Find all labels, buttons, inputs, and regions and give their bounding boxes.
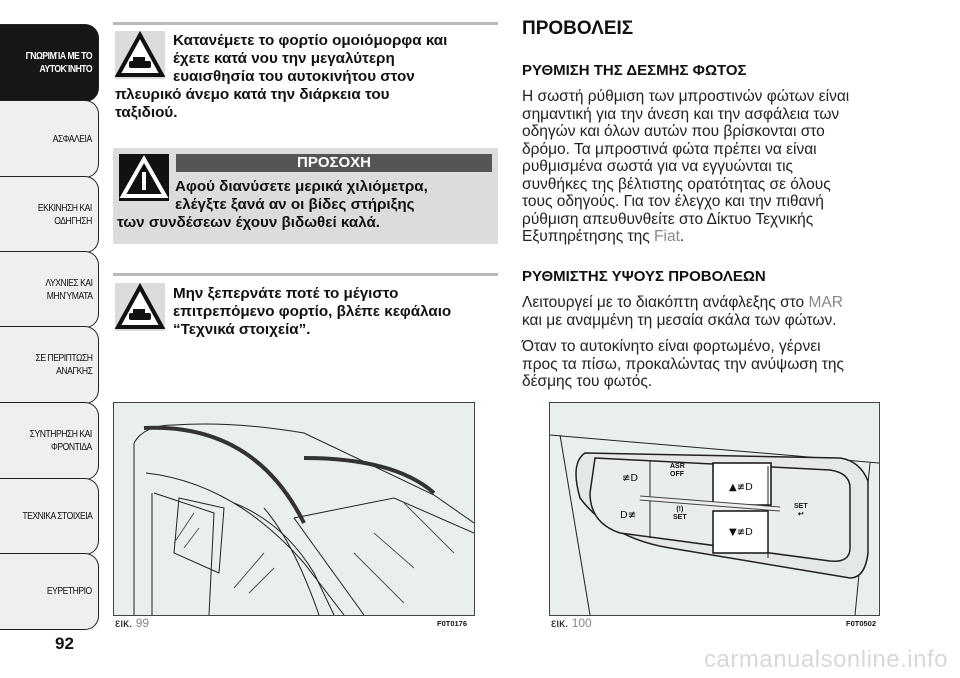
tab-label: ΕΚΚΙΝΗΣΗ ΚΑΙ ΟΔΗΓΗΣΗ (38, 201, 92, 227)
tab-maintenance[interactable] (0, 402, 99, 480)
set-button: SET ↩ (794, 503, 808, 518)
figure-number: 100 (571, 616, 592, 630)
tab-technical-data[interactable] (0, 478, 99, 555)
tab-label: ΣΕ ΠΕΡΙΠΤΩΣΗ ΑΝΑΓΚΗΣ (35, 352, 92, 377)
warning-text: Κατανέμετε το φορτίο ομοιόμορφα και έχετε κατά νου την μεγαλύτερη ευαισθησία του αυτοκινήτου στον (173, 32, 448, 85)
paragraph: Όταν το αυτοκίνητο είναι φορτωμένο, γέρνει προς τα πίσω, προκαλώντας την ανύψωση της δέσμης του φωτός. (522, 338, 845, 390)
svg-text:▼≢D: ▼≢D (729, 527, 753, 538)
figure-code: F0T0176 (437, 619, 468, 628)
caution-text-cont: των συνδέσεων έχουν βιδωθεί καλά. (117, 214, 381, 231)
caution-text: Αφού διανύσετε μερικά χιλιόμετρα, ελέγξτε ξανά αν οι βίδες στήριξης (175, 178, 428, 213)
figure-roof-rails (113, 402, 475, 616)
page-number: 92 (55, 634, 74, 653)
section-title: ΠΡΟΒΟΛΕΙΣ (522, 18, 634, 39)
svg-text:D≢: D≢ (620, 510, 637, 521)
figure-caption: εικ. 99 (115, 616, 150, 630)
tab-getting-to-know-car[interactable] (0, 24, 99, 102)
tab-label: ΕΥΡΕΤΗΡΙΟ (47, 585, 92, 597)
paragraph: Η σωστή ρύθμιση των μπροστινών φώτων είναι σημαντική για την άνεση και την ασφάλεια των οδηγών και όλων αυτών που βρίσκονται στο δρόμο. Τα μπροστινά φώτα πρέπει να είναι ρυθμισμένα σωστά για να εγγυώνται τις συνθήκες της βέλτιστης ορατότητας σε όλους τους οδηγούς. Για τον έλεγχο και την πιθανή ρύθμιση απευθυνθείτε στο Δίκτυο Τεχνικής Εξυπηρέτησης της Fiat. (522, 88, 850, 245)
tab-safety[interactable] (0, 100, 99, 178)
car-load-warning-icon (115, 283, 165, 331)
caution-box (113, 148, 498, 244)
divider (113, 22, 498, 25)
tab-warning-lights[interactable] (0, 251, 99, 328)
tab-index[interactable] (0, 553, 99, 630)
caution-triangle-icon (119, 154, 169, 201)
subsection-heading: ΡΥΘΜΙΣΗ ΤΗΣ ΔΕΣΜΗΣ ΦΩΤΟΣ (522, 62, 747, 79)
divider (113, 273, 498, 276)
car-load-warning-icon (115, 31, 165, 79)
tab-label: ΤΕΧΝΙΚΑ ΣΤΟΙΧΕΙΑ (21, 510, 92, 522)
tab-label: ΣΥΝΤΗΡΗΣΗ ΚΑΙ ΦΡΟΝΤΙΔΑ (29, 428, 92, 453)
svg-text:≢D: ≢D (622, 473, 639, 484)
asr-off-button: ASR OFF (670, 463, 685, 478)
tab-starting-driving[interactable] (0, 176, 99, 253)
warning-text: Μην ξεπερνάτε ποτέ το μέγιστο επιτρεπόμενο φορτίο, βλέπε κεφάλαιο “Τεχνικά στοιχεία”. (173, 285, 452, 338)
tpms-set-button: (!) SET (673, 506, 687, 521)
warning-text-cont: πλευρικό άνεμο κατά την διάρκεια του ταξιδιού. (115, 86, 390, 121)
paragraph: Λειτουργεί με το διακόπτη ανάφλεξης στο MAR και με αναμμένη τη μεσαία σκάλα των φώτων. (522, 294, 843, 329)
tab-label: ΑΣΦΑΛΕΙΑ (52, 132, 92, 145)
figure-caption: εικ. 100 (551, 616, 592, 630)
watermark: carmanualsonline.info (704, 646, 948, 673)
subsection-heading: ΡΥΘΜΙΣΤΗΣ ΥΨΟΥΣ ΠΡΟΒΟΛΕΩΝ (522, 268, 766, 285)
figure-code: F0T0502 (846, 619, 877, 628)
tab-emergency[interactable] (0, 326, 99, 404)
figure-number: 99 (135, 616, 150, 630)
caution-title: ΠΡΟΣΟΧΗ (176, 154, 492, 172)
svg-text:▲≢D: ▲≢D (729, 482, 753, 493)
tab-label: ΓΝΩΡΙΜΊΑ ΜΕ ΤΟ ΑΥΤΟΚΊΝΗΤΟ (25, 50, 92, 75)
brand-name: Fiat (654, 228, 680, 245)
ignition-position: MAR (808, 294, 843, 311)
tab-label: ΛΥΧΝΙΕΣ ΚΑΙ ΜΗΝΎΜΑΤΑ (44, 276, 92, 302)
figure-headlight-switch-panel (549, 402, 880, 616)
